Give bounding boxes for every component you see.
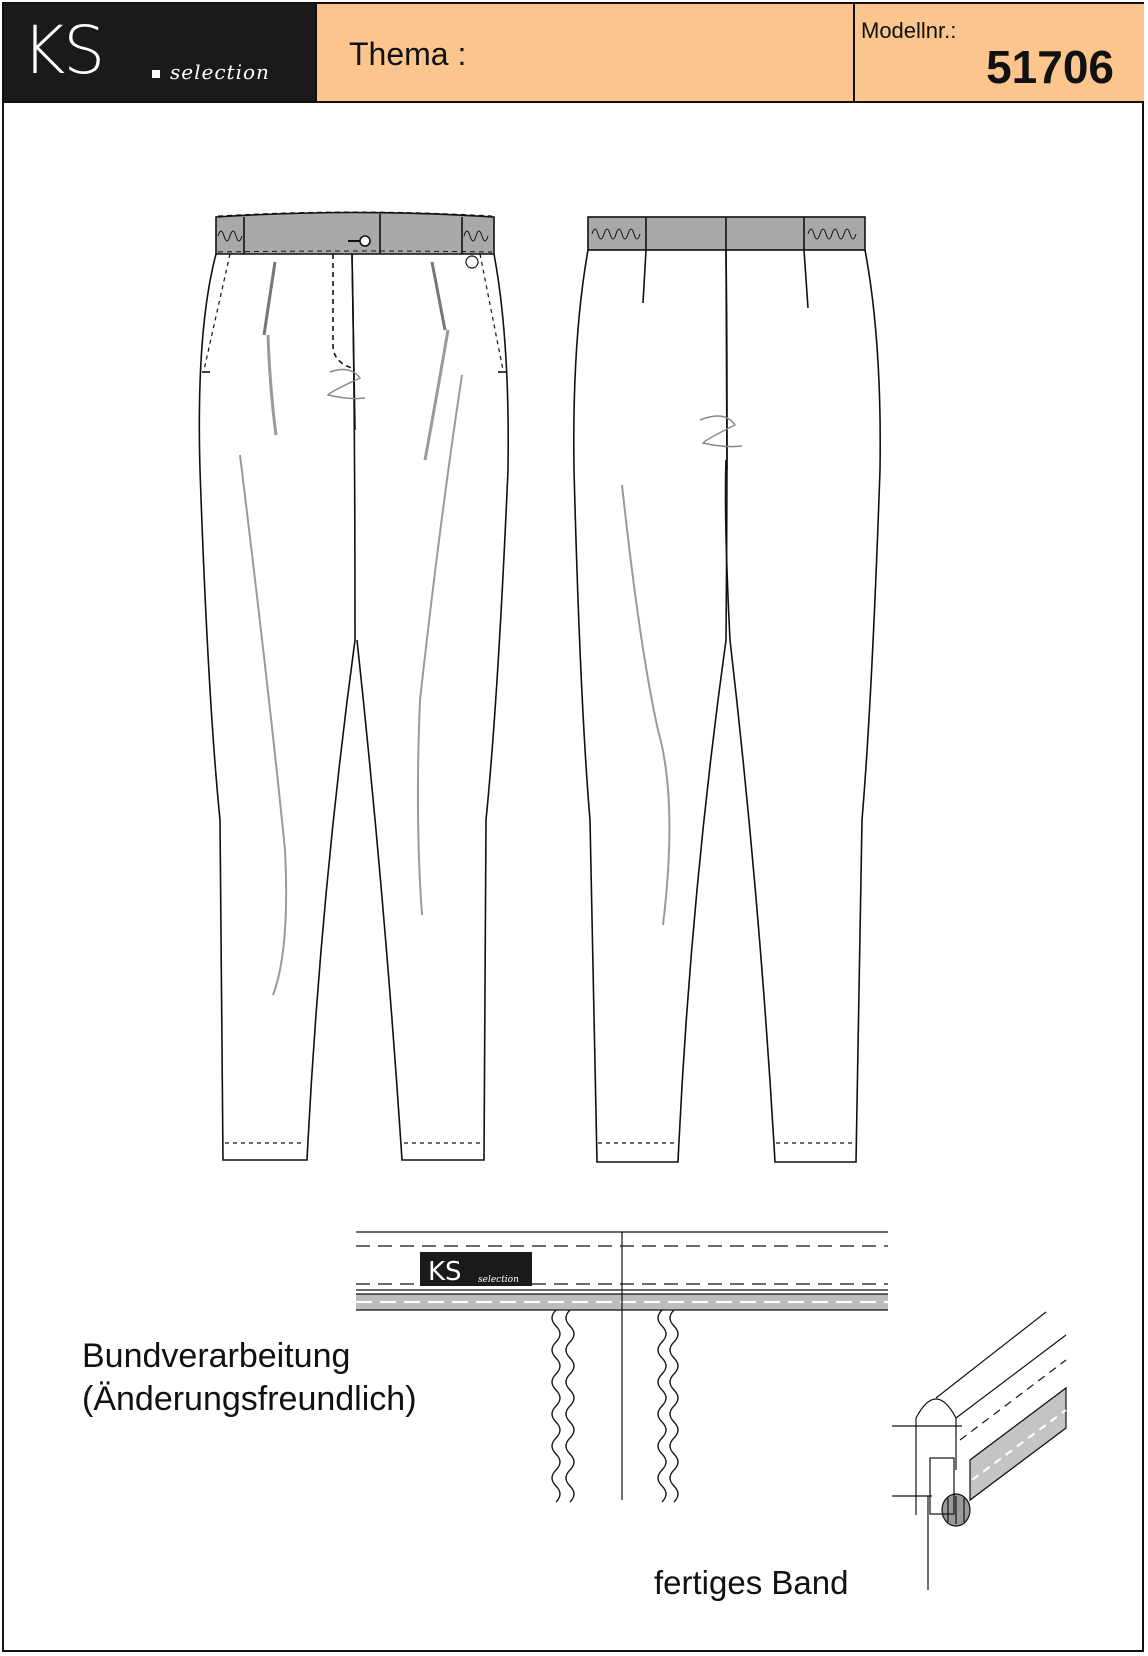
band-label-suffix: selection: [478, 1275, 519, 1285]
front-right-leg: [357, 254, 508, 1160]
waistband-title: Bundverarbeitung: [82, 1337, 351, 1375]
thema-label: Thema :: [349, 36, 467, 72]
back-right-leg: [726, 250, 881, 1162]
right-pocket: [480, 254, 503, 370]
finished-band-label: fertiges Band: [654, 1564, 849, 1601]
front-waistband: [216, 213, 494, 255]
finished-band-sketch: [892, 1312, 1066, 1590]
front-view-trousers: [199, 212, 508, 1160]
model-number-label: Modellnr.:: [861, 18, 957, 43]
front-left-leg: [199, 254, 355, 1160]
band-label-brand: KS: [428, 1257, 462, 1287]
waistband-button: [360, 236, 370, 246]
back-view-trousers: [574, 217, 880, 1162]
back-left-leg: [574, 250, 727, 1162]
logo-brand-text: KS: [22, 12, 104, 89]
front-fly: [333, 254, 352, 368]
left-chain-stitch: [552, 1310, 560, 1502]
waistband-caption: [82, 1335, 417, 1420]
model-number-value: 51706: [986, 41, 1114, 93]
right-chain-stitch: [670, 1310, 678, 1502]
logo-suffix-text: selection: [170, 60, 270, 84]
left-pocket: [204, 254, 230, 370]
waistband-subtitle: (Änderungsfreundlich): [82, 1379, 417, 1418]
